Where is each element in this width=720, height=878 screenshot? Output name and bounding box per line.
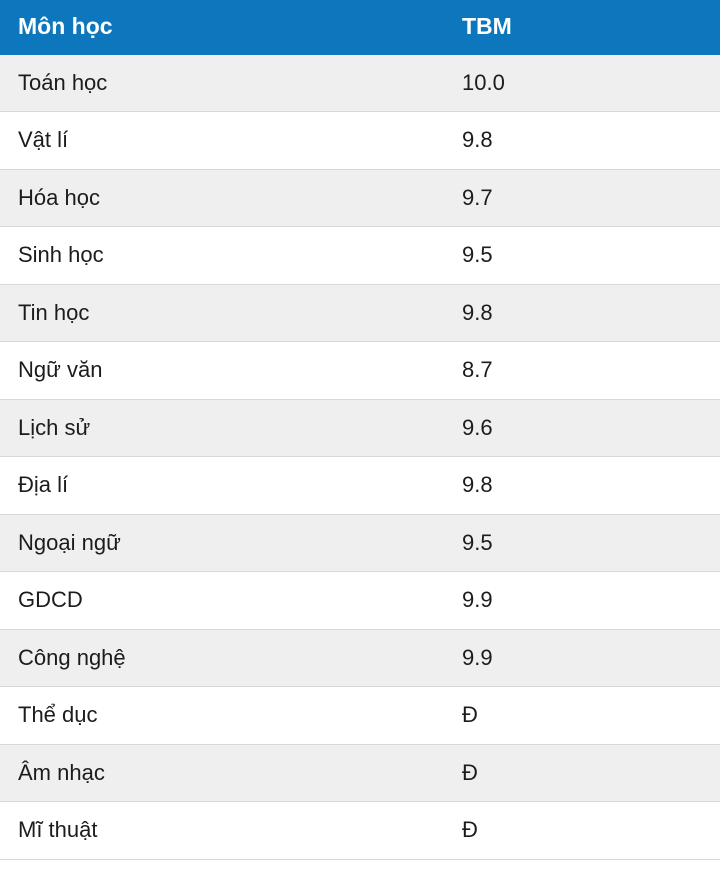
cell-score: Đ	[446, 687, 720, 745]
cell-subject: Vật lí	[0, 112, 446, 170]
cell-score: Đ	[446, 744, 720, 802]
table-row	[0, 284, 720, 342]
table-row	[0, 514, 720, 572]
cell-score: 10.0	[446, 55, 720, 112]
cell-score: 9.5	[446, 227, 720, 285]
cell-score: 9.7	[446, 169, 720, 227]
cell-subject: Hóa học	[0, 169, 446, 227]
column-header-subject: Môn học	[0, 0, 446, 55]
table-row	[0, 744, 720, 802]
cell-subject: Ngữ văn	[0, 342, 446, 400]
cell-subject: Toán học	[0, 55, 446, 112]
cell-subject: Tin học	[0, 284, 446, 342]
cell-score: 8.7	[446, 342, 720, 400]
cell-subject: Sinh học	[0, 227, 446, 285]
table-header	[0, 0, 720, 55]
table-row	[0, 572, 720, 630]
cell-subject: Thể dục	[0, 687, 446, 745]
cell-score: 9.8	[446, 112, 720, 170]
cell-subject: Công nghệ	[0, 629, 446, 687]
table-row	[0, 227, 720, 285]
table-row	[0, 457, 720, 515]
table-row	[0, 629, 720, 687]
cell-score: 9.9	[446, 629, 720, 687]
column-header-score: TBM	[446, 0, 720, 55]
table-row	[0, 55, 720, 112]
table-row	[0, 112, 720, 170]
cell-subject: Địa lí	[0, 457, 446, 515]
table-row	[0, 342, 720, 400]
cell-score: 9.8	[446, 284, 720, 342]
table-row	[0, 802, 720, 860]
table-header-row	[0, 0, 720, 55]
cell-score: 9.5	[446, 514, 720, 572]
cell-score: 9.9	[446, 572, 720, 630]
cell-subject: Âm nhạc	[0, 744, 446, 802]
cell-score: 9.6	[446, 399, 720, 457]
cell-score: Đ	[446, 802, 720, 860]
cell-subject: Ngoại ngữ	[0, 514, 446, 572]
cell-subject: Lịch sử	[0, 399, 446, 457]
cell-score: 9.8	[446, 457, 720, 515]
table-row	[0, 687, 720, 745]
table-row	[0, 399, 720, 457]
cell-subject: Mĩ thuật	[0, 802, 446, 860]
table-body	[0, 55, 720, 860]
cell-subject: GDCD	[0, 572, 446, 630]
table-row	[0, 169, 720, 227]
